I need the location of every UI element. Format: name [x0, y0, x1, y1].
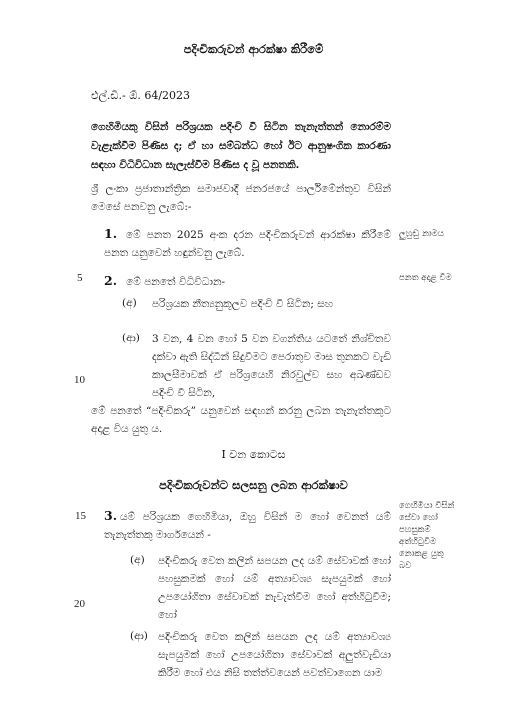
enacting-formula: ශ්‍රී ලංකා ප්‍රජාතාන්ත්‍රික සමාජවාදී ජනරජයේ පාර්ලිමේන්තුව විසින් මෙසේ පනවනු ලැබේ:-	[91, 183, 391, 213]
section-3	[104, 508, 391, 544]
section-lead: මේ පනතේ විධිවිධාන-	[126, 276, 226, 288]
line-number: 10	[74, 374, 85, 386]
margin-note-services: ගෙහිමියා විසින් සේවා හෝ පහසුකම් අත්හිටුවීම නොකළ යුතු බව	[399, 501, 455, 571]
para-text: පදිංචිකරු වෙත කලින් සපයන ලද යම් අත්‍යාවශ්‍ය සැපයුමක් හෝ උපයෝගිතා සේවාවක් අලුත්වැඩියා කිරීම හෝ එය නිසි තත්ත්වයෙන් පවත්වාගෙන යාම	[158, 631, 391, 679]
document-title: පදිංචිකරුවන් ආරක්ෂා කිරීමේ	[183, 42, 324, 56]
section-1	[104, 226, 391, 262]
section-2-tail: මේ පනතේ “පදිංචිකරු” යනුවෙන් සඳහන් කරනු ලබන තැනැත්තකුට අදාළ විය යුතු ය.	[91, 405, 391, 435]
para-label: (ආ)	[122, 332, 140, 344]
section-number: 1.	[104, 226, 118, 241]
part-number: I වන කොටස	[221, 448, 286, 461]
part-heading: පදිංචිකරුවන්ට සලසනු ලබන ආරක්ෂාව	[159, 478, 348, 492]
para-text: 3 වන, 4 වන හෝ 5 වන වගන්තිය යටතේ නිශ්චිතව දක්වා ඇති සිද්ධීන් සිදුවීමට පෙරාතුව මාස තුනකට වැඩි කාලසීමාවක් ඒ පරිශ්‍රයෙහි නිරවුල්ව සහ අඛණ්ඩව පදිංචි වී සිටින,	[152, 333, 391, 399]
line-number: 20	[74, 598, 85, 610]
section-number: 3.	[104, 508, 118, 523]
section-lead: යම් පරිශ්‍රයක ගෙහිමියා, ඔහු විසින් ම හෝ වෙනත් යම් තැනැත්තකු මාර්ගයෙන් -	[104, 511, 391, 541]
para-label: (අ)	[130, 554, 145, 566]
para-label: (අ)	[122, 297, 137, 309]
section-number: 2.	[104, 273, 118, 288]
margin-note-application: පනත අදාළ වීම	[399, 273, 452, 283]
section-text: මේ පනත 2025 අංක දරන පදිංචිකරුවන් ආරක්ෂා කිරීමේ පනත යනුවෙන් හඳුන්වනු ලැබේ.	[104, 229, 391, 259]
line-number: 15	[75, 510, 86, 522]
section-2	[104, 270, 391, 291]
para-label: (ආ)	[130, 630, 148, 642]
reference-number: එල්.ඩී.- ඕ. 64/2023	[91, 89, 191, 102]
long-title: ගෙහිමියකු විසින් පරිශ්‍රයක පදිංචි වී සිටින තැනැත්තන් නොරම්ම වැළැක්වීම පිණිස ද; ඒ හා සම්බන්ධ හෝ ඊට ආනුෂංගික කාරණා සඳහා විධිවිධාන සැලැස්වීම පිණිස ද වූ පනතකි.	[91, 121, 391, 171]
para-text: පරිශ්‍රයක නීත්‍යනුකූලව පදිංචි වී සිටින; සහ	[152, 298, 334, 310]
para-text: පදිංචිකරු වෙත කලින් සපයන ලද යම් සේවාවක් හෝ පහසුකමක් හෝ යම් අත්‍යාවශ්‍ය සැපයුමක් හෝ උපයෝගිතා සේවාවක් නැවැත්වීම හෝ අත්හිටුවීම; හෝ	[158, 555, 391, 621]
line-number: 5	[77, 272, 83, 284]
margin-note-short-title: ලුහුඬු නාමය	[399, 229, 444, 239]
